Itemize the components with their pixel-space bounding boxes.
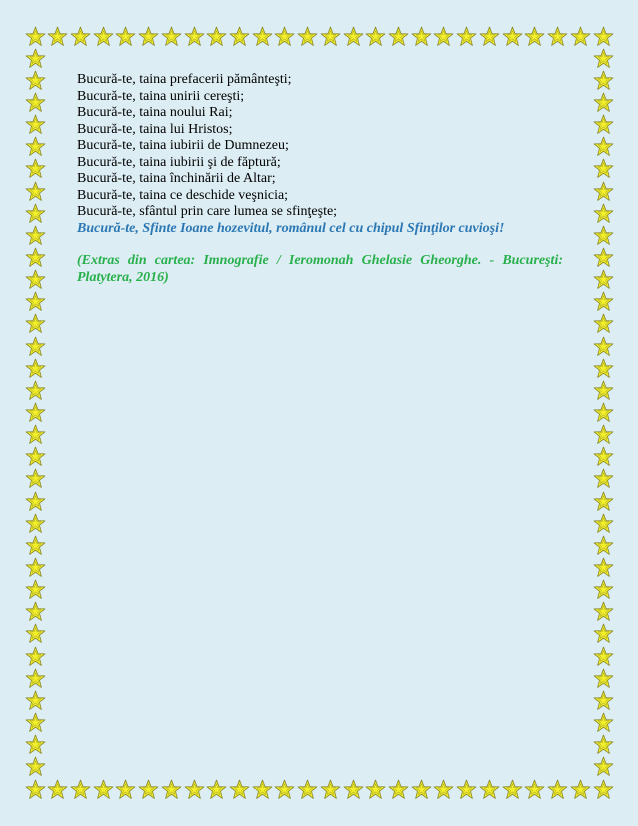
star-icon [433, 26, 454, 47]
star-icon [25, 158, 46, 179]
star-icon [206, 779, 227, 800]
star-icon [593, 535, 614, 556]
star-icon [593, 203, 614, 224]
poem-line: Bucură-te, taina lui Hristos; [77, 121, 233, 137]
star-icon [47, 26, 68, 47]
star-icon [593, 247, 614, 268]
star-icon [320, 26, 341, 47]
poem-line: Bucură-te, taina iubirii de Dumnezeu; [77, 138, 289, 153]
star-icon [411, 779, 432, 800]
star-icon [25, 646, 46, 667]
star-icon [25, 336, 46, 357]
star-icon [593, 225, 614, 246]
star-icon [25, 468, 46, 489]
star-icon [25, 114, 46, 135]
star-icon [25, 380, 46, 401]
star-icon [161, 779, 182, 800]
star-icon [593, 468, 614, 489]
star-icon [25, 92, 46, 113]
star-icon [25, 225, 46, 246]
star-icon [25, 557, 46, 578]
star-icon [25, 601, 46, 622]
star-icon [593, 513, 614, 534]
star-icon [502, 26, 523, 47]
poem-line: Bucură-te, taina prefacerii pământeşti; [77, 72, 292, 87]
poem-line: Bucură-te, taina noului Rai; [77, 105, 233, 120]
poem-line: Bucură-te, taina iubirii şi de făptură; [77, 154, 281, 170]
star-icon [252, 26, 273, 47]
star-icon [593, 402, 614, 423]
star-icon [25, 756, 46, 777]
star-icon [93, 26, 114, 47]
star-icon [25, 402, 46, 423]
star-icon [25, 424, 46, 445]
star-icon [25, 535, 46, 556]
poem-line: Bucură-te, taina închinării de Altar; [77, 171, 276, 186]
star-icon [229, 26, 250, 47]
star-icon [502, 779, 523, 800]
star-icon [70, 779, 91, 800]
star-icon [524, 779, 545, 800]
source-note: (Extras din cartea: Imnografie / Ieromonah Ghelasie Gheorghe. - Bucureşti: Platytera, 2016) [77, 253, 563, 285]
star-icon [25, 734, 46, 755]
star-icon [25, 181, 46, 202]
star-icon [365, 26, 386, 47]
star-icon [479, 26, 500, 47]
closing-line: Bucură-te, Sfinte Ioane hozevitul, românul cel cu chipul Sfinţilor cuvioşi! [77, 220, 505, 236]
star-icon [206, 26, 227, 47]
star-icon [593, 181, 614, 202]
star-icon [184, 779, 205, 800]
star-icon [593, 779, 614, 800]
star-icon [25, 579, 46, 600]
star-icon [25, 623, 46, 644]
star-icon [593, 557, 614, 578]
star-icon [593, 380, 614, 401]
star-icon [70, 26, 91, 47]
star-icon [593, 48, 614, 69]
star-icon [93, 779, 114, 800]
star-icon [25, 358, 46, 379]
poem-line: Bucură-te, taina unirii cereşti; [77, 88, 245, 104]
star-icon [138, 26, 159, 47]
star-icon [388, 779, 409, 800]
star-icon [433, 779, 454, 800]
star-icon [252, 779, 273, 800]
star-icon [25, 668, 46, 689]
star-icon [25, 313, 46, 334]
star-icon [593, 601, 614, 622]
star-icon [593, 136, 614, 157]
star-icon [456, 779, 477, 800]
star-icon [593, 579, 614, 600]
star-icon [593, 313, 614, 334]
star-icon [274, 26, 295, 47]
star-icon [547, 779, 568, 800]
star-icon [388, 26, 409, 47]
star-icon [593, 446, 614, 467]
star-icon [547, 26, 568, 47]
star-icon [593, 756, 614, 777]
star-icon [161, 26, 182, 47]
star-icon [593, 358, 614, 379]
star-icon [593, 690, 614, 711]
star-icon [25, 446, 46, 467]
star-icon [570, 26, 591, 47]
star-icon [25, 491, 46, 512]
star-icon [25, 247, 46, 268]
star-icon [297, 779, 318, 800]
star-icon [25, 779, 46, 800]
star-icon [570, 779, 591, 800]
star-icon [25, 136, 46, 157]
star-icon [343, 779, 364, 800]
star-icon [593, 92, 614, 113]
star-icon [479, 779, 500, 800]
star-icon [25, 690, 46, 711]
star-icon [229, 779, 250, 800]
star-icon [184, 26, 205, 47]
star-icon [593, 158, 614, 179]
star-icon [25, 203, 46, 224]
star-icon [593, 734, 614, 755]
star-icon [25, 269, 46, 290]
star-icon [593, 291, 614, 312]
star-icon [138, 779, 159, 800]
star-icon [25, 48, 46, 69]
star-icon [593, 269, 614, 290]
star-icon [411, 26, 432, 47]
star-icon [593, 623, 614, 644]
star-icon [593, 668, 614, 689]
star-icon [25, 70, 46, 91]
star-icon [297, 26, 318, 47]
star-icon [320, 779, 341, 800]
star-icon [593, 336, 614, 357]
star-icon [593, 424, 614, 445]
document-body [77, 72, 563, 286]
star-icon [25, 712, 46, 733]
star-icon [593, 70, 614, 91]
star-icon [365, 779, 386, 800]
star-icon [25, 291, 46, 312]
star-icon [593, 26, 614, 47]
star-icon [274, 779, 295, 800]
poem-line: Bucură-te, sfântul prin care lumea se sfinţeşte; [77, 204, 338, 219]
poem-line: Bucură-te, taina ce deschide veşnicia; [77, 187, 289, 203]
star-icon [524, 26, 545, 47]
star-icon [456, 26, 477, 47]
star-icon [25, 26, 46, 47]
star-icon [593, 646, 614, 667]
star-icon [343, 26, 364, 47]
star-icon [593, 114, 614, 135]
star-icon [115, 26, 136, 47]
star-icon [115, 779, 136, 800]
poem [77, 72, 563, 237]
star-icon [593, 712, 614, 733]
star-icon [593, 491, 614, 512]
star-icon [47, 779, 68, 800]
star-icon [25, 513, 46, 534]
